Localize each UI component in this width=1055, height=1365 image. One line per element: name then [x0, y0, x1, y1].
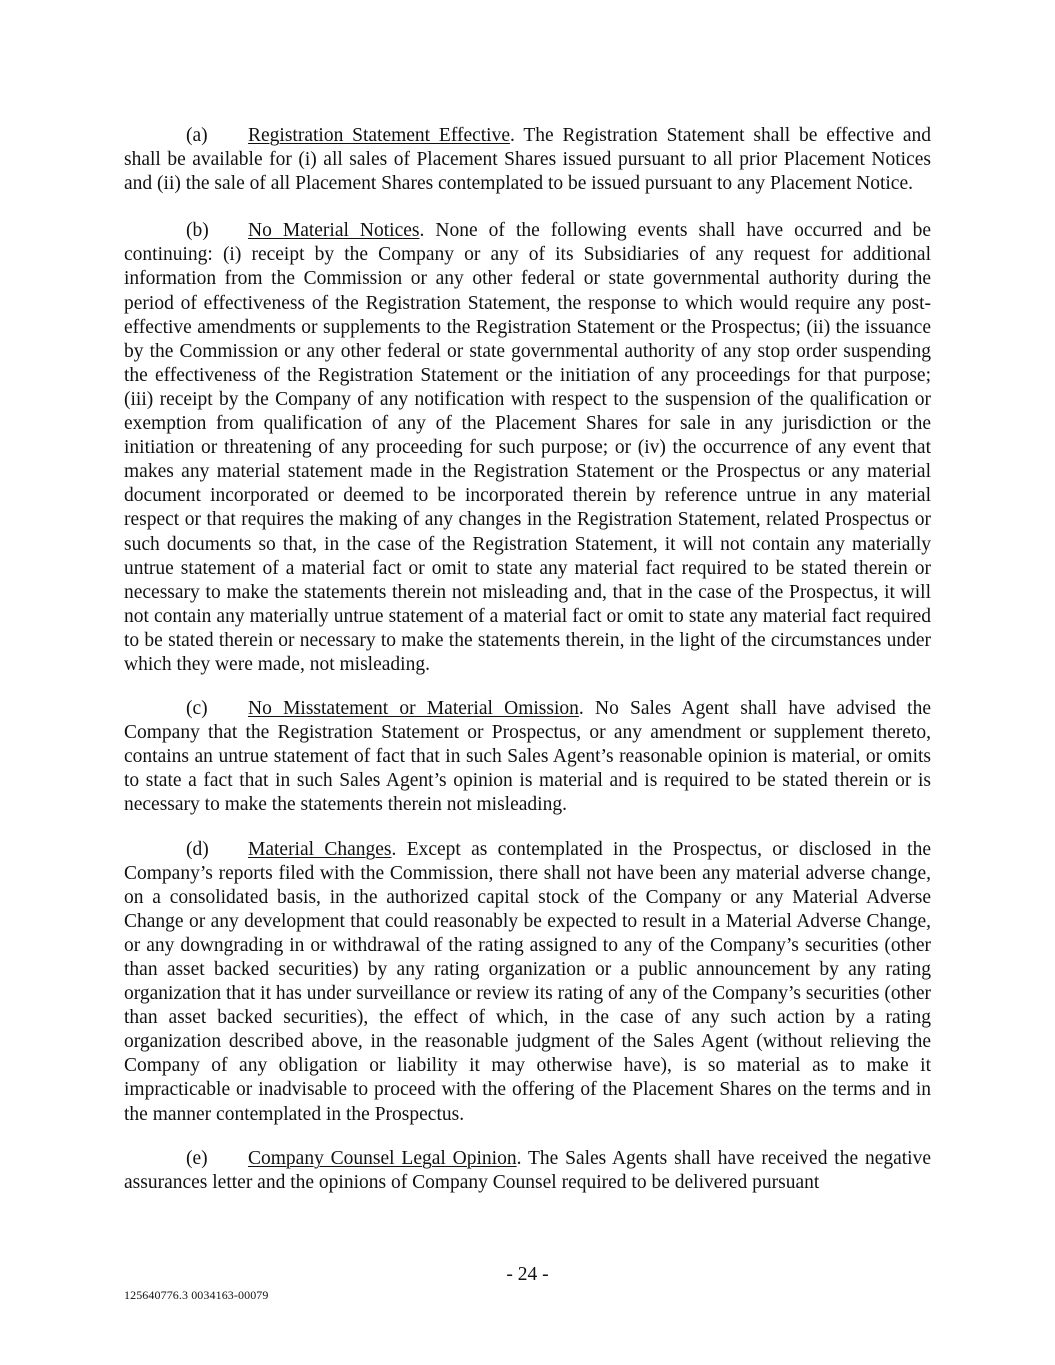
paragraph-heading: Registration Statement Effective [248, 125, 511, 146]
page-number: - 24 - [506, 1264, 549, 1285]
paragraph-body: . Except as contemplated in the Prospectus, or disclosed in the Company’s reports filed with the Commission, there shall not have been any material adverse change, on a consolidated basis, in the authorized capital stock of the Company or any Material Adverse Change or any development that could reasonably be expected to result in a Material Adverse Change, or any downgrading in or withdrawal of the rating assigned to any of the Company’s securities (other than asset backed securities) by any rating organization or a public announcement by any rating organization that it has under surveillance or review its rating of any of the Company’s securities (other than asset backed securities), the effect of which, in the case of any such action by a rating organization described above, in the reasonable judgment of the Sales Agent (without relieving the Company of any obligation or liability it may otherwise have), is so material as to make it impracticable or inadvisable to proceed with the offering of the Placement Shares on the terms and in the manner contemplated in the Prospectus. [124, 838, 931, 1125]
paragraph-body: . No Sales Agent shall have advised the Company that the Registration Statement or Prospectus, or any amendment or supplement thereto, contains an untrue statement of fact that in such Sales Agent’s reasonable opinion is material, or omits to state a fact that in such Sales Agent’s opinion is material and is required to be stated therein or is necessary to make the statements therein not misleading. [124, 698, 931, 816]
document-page [124, 124, 931, 1195]
paragraph-heading: No Misstatement or Material Omission [248, 698, 579, 720]
paragraph-heading: No Material Notices [248, 220, 420, 242]
paragraph-label: (d) [186, 838, 209, 860]
paragraph-body: . The Registration Statement shall be effective and shall be available for (i) all sales of Placement Shares issued pursuant to all prior Placement Notices and (ii) the sale of all Placement Shares contemplated to be issued pursuant to any Placement Notice. [124, 125, 931, 195]
paragraph-e [124, 1147, 931, 1195]
paragraph-c [124, 697, 931, 817]
paragraph-b [124, 219, 931, 677]
paragraph-d [124, 838, 931, 1127]
paragraph-label: (a) [186, 125, 208, 146]
paragraph-label: (c) [186, 698, 208, 720]
paragraph-body: . None of the following events shall have occurred and be continuing: (i) receipt by the Company or any of its Subsidiaries of any request for additional information from the Commission or any other federal or state governmental authority during the period of effectiveness of the Registration Statement, the response to which would require any post-effective amendments or supplements to the Registration Statement or the Prospectus; (ii) the issuance by the Commission or any other federal or state governmental authority of any stop order suspending the effectiveness of the Registration Statement or the initiation of any proceedings for that purpose; (iii) receipt by the Company of any notification with respect to the suspension of the qualification or exemption from qualification of any of the Placement Shares for sale in any jurisdiction or the initiation or threatening of any proceeding for such purpose; or (iv) the occurrence of any event that makes any material statement made in the Registration Statement or the Prospectus or any material document incorporated or deemed to be incorporated therein by reference untrue in any material respect or that requires the making of any changes in the Registration Statement, related Prospectus or such documents so that, in the case of the Registration Statement, it will not contain any materially untrue statement of a material fact or omit to state any material fact required to be stated therein or necessary to make the statements therein not misleading and, that in the case of the Prospectus, it will not contain any materially untrue statement of a material fact or omit to state any material fact required to be stated therein or necessary to make the statements therein, in the light of the circumstances under which they were made, not misleading. [124, 220, 932, 675]
paragraph-heading: Material Changes [248, 838, 392, 860]
paragraph-heading: Company Counsel Legal Opinion [248, 1147, 517, 1169]
paragraph-label: (b) [186, 220, 209, 242]
paragraph-a [124, 124, 931, 196]
paragraph-body: . The Sales Agents shall have received the negative assurances letter and the opinions of Company Counsel required to be delivered pursuant [124, 1147, 931, 1193]
document-id: 125640776.3 0034163-00079 [124, 1288, 269, 1302]
paragraph-label: (e) [186, 1147, 208, 1169]
